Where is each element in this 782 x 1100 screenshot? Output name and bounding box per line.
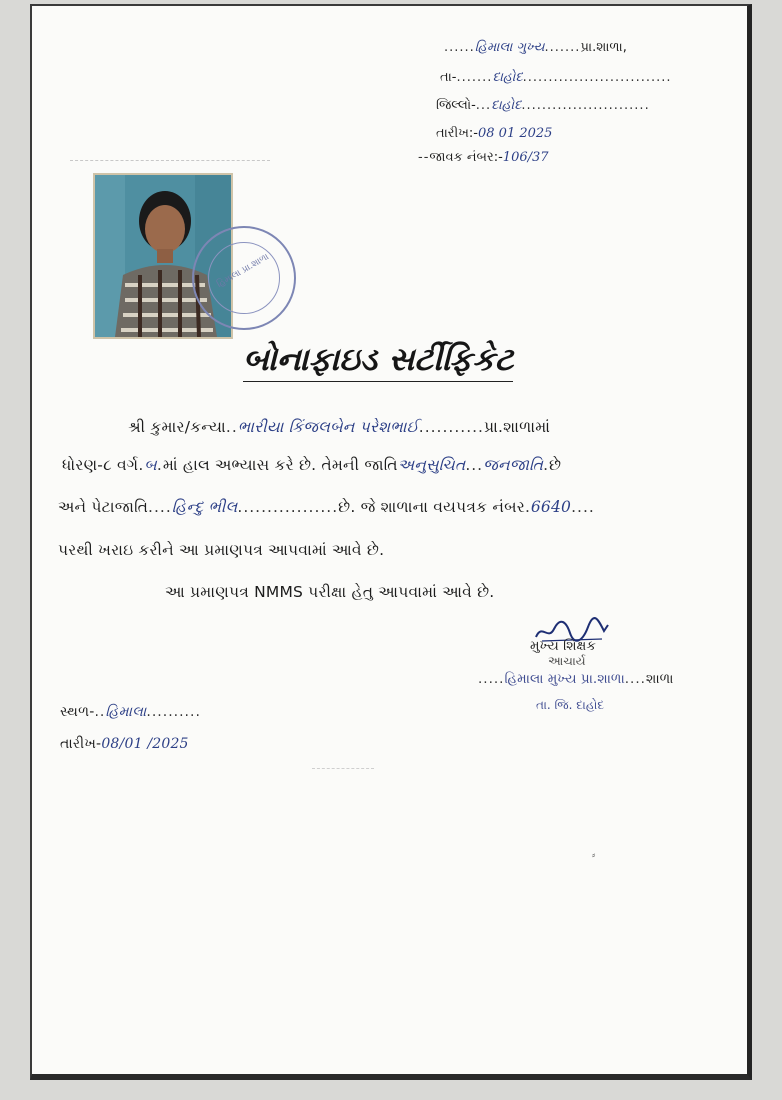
- header-outward-line: --જાવક નંબર:-106/37: [418, 150, 549, 165]
- body-line-4: પરથી ખરાઇ કરીને આ પ્રમાણપત્ર આપવામાં આવે છે.: [58, 541, 385, 559]
- student-name: ભારીયા કિંજલબેન પરેશભાઈ: [237, 418, 419, 436]
- header-taluka-line: તા-.......દાહોદ.............................: [440, 70, 672, 85]
- header-district-value: દાહોદ: [491, 98, 522, 113]
- body-l3-mid: છે. જે શાળાના વયપત્રક નંબર: [338, 498, 525, 516]
- body-l1-suffix: પ્રા.શાળામાં: [483, 418, 551, 436]
- student-division: બ: [144, 456, 157, 474]
- signatory-role: મુખ્ય શિક્ષક: [530, 638, 596, 654]
- header-taluka-label: તા-: [440, 70, 457, 85]
- header-school-suffix: પ્રા.શાળા,: [580, 40, 627, 55]
- body-l2-prefix: ધોરણ-૮ વર્ગ: [62, 456, 139, 474]
- header-outward-value: 106/37: [502, 150, 549, 165]
- header-date-line: [436, 126, 552, 141]
- body-l2-end: છે: [549, 456, 562, 474]
- student-caste: અનુસુચિત: [397, 456, 466, 474]
- footer-place-line: સ્થળ-..હિમાલા..........: [60, 704, 201, 720]
- header-taluka-value: દાહોદ: [492, 70, 523, 85]
- signatory-role2: આચાર્ય: [548, 654, 586, 668]
- header-district-line: જિલ્લો-...દાહોદ.........................: [436, 98, 650, 113]
- faint-mark: [312, 768, 374, 769]
- certificate-title: બોનાફાઇડ સર્ટીફિકેટ: [243, 340, 513, 382]
- school-seal: [192, 226, 296, 330]
- ink-speck: ⸗: [592, 850, 596, 861]
- footer-place-label: સ્થળ-: [60, 704, 95, 720]
- header-district-label: જિલ્લો-: [436, 98, 476, 113]
- body-l3-prefix: અને પેટાજાતિ: [58, 498, 149, 516]
- header-date-value: 08 01 2025: [478, 126, 553, 141]
- student-subcaste: હિન્દુ ભીલ: [171, 498, 238, 516]
- header-outward-label: જાવક નંબર:-: [429, 150, 503, 165]
- signatory-school-stamp: હિમાલા મુખ્ય પ્રા.શાળા: [504, 671, 625, 687]
- school-seal-text: હિમાલા પ્રા.શાળા: [215, 252, 271, 290]
- signatory-school-line: .....હિમાલા મુખ્ય પ્રા.શાળા....શાળા: [478, 671, 674, 687]
- signatory-school-suffix: શાળા: [645, 671, 674, 687]
- signatory-taluka-district: તા. જિ. દાહોદ: [536, 698, 605, 712]
- footer-place-value: હિમાલા: [105, 704, 147, 720]
- footer-date-line: [60, 736, 189, 752]
- header-date-label: તારીખ:-: [436, 126, 478, 141]
- body-l2-mid: માં હાલ અભ્યાસ કરે છે. તેમની જાતિ: [162, 456, 398, 474]
- footer-date-value: 08/01 /2025: [101, 736, 189, 752]
- body-line-3: અને પેટાજાતિ....હિન્દુ ભીલ.................છે. જે શાળાના વયપત્રક નંબર.6640....: [58, 498, 595, 516]
- body-line-1: શ્રી કુમાર/કન્યા..ભારીયા કિંજલબેન પરેશભાઈ...........પ્રા.શાળામાં: [128, 418, 551, 436]
- header-school-name: હિમાલા ગુખ્ય: [474, 40, 545, 55]
- student-gr-number: 6640: [530, 498, 572, 516]
- body-line-2: ધોરણ-૮ વર્ગ.બ.માં હાલ અભ્યાસ કરે છે. તેમની જાતિઅનુસુચિત...જનજાતિ.છે: [62, 456, 562, 474]
- header-school-line: ......હિમાલા ગુખ્ય.......પ્રા.શાળા,: [444, 40, 627, 55]
- faint-dashed-line: [70, 160, 270, 161]
- body-l1-prefix: શ્રી કુમાર/કન્યા: [128, 418, 226, 436]
- student-tribe: જનજાતિ: [483, 456, 544, 474]
- header-school-dots: ......: [444, 40, 475, 55]
- footer-date-label: તારીખ-: [60, 736, 102, 752]
- body-line-5: આ પ્રમાણપત્ર NMMS પરીક્ષા હેતુ આપવામાં આવે છે.: [165, 583, 495, 601]
